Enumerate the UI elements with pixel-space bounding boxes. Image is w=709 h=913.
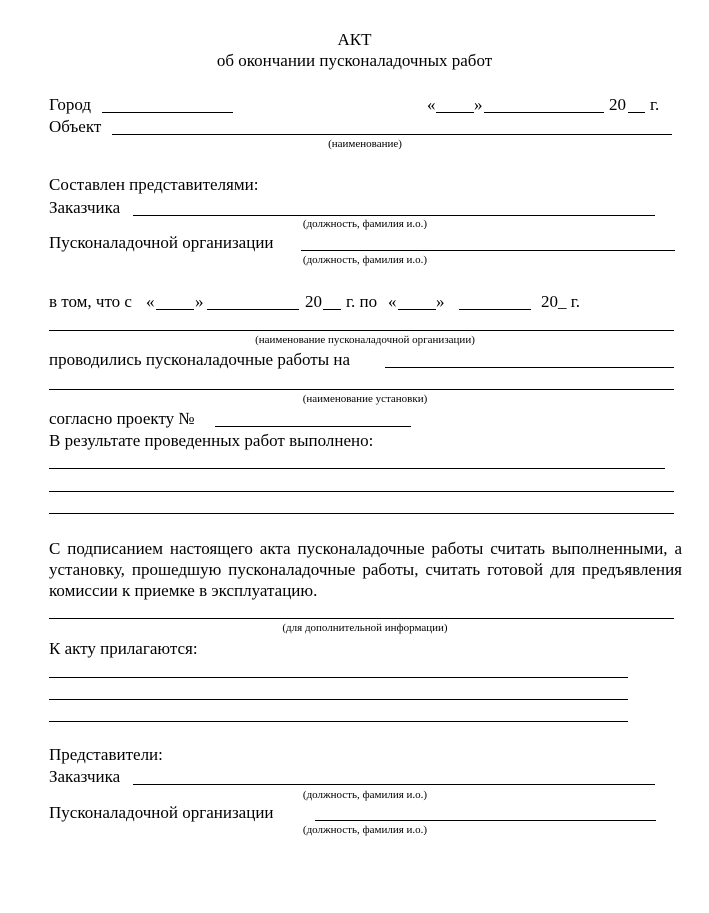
works-on-field-line[interactable] xyxy=(385,367,674,368)
period-end-day-line[interactable] xyxy=(398,309,436,310)
attachment-line-3[interactable] xyxy=(49,721,628,722)
period-start-day-line[interactable] xyxy=(156,309,194,310)
object-hint: (наименование) xyxy=(328,138,402,150)
period-start-year-line[interactable] xyxy=(323,309,341,310)
date-year-suffix: г. xyxy=(650,95,660,114)
customer-label: Заказчика xyxy=(49,198,121,217)
customer-hint: (должность, фамилия и.о.) xyxy=(302,218,428,230)
object-label: Объект xyxy=(49,117,102,136)
act-subtitle: об окончании пусконаладочных работ xyxy=(216,51,493,70)
customer-field-line[interactable] xyxy=(133,215,655,216)
date-close-quote: » xyxy=(474,95,483,114)
signing-paragraph: С подписанием настоящего акта пусконаладочные работы считать выполненными, а установку, прошедшую пусконаладочные работы, считать готовой для предъявления комиссии к приемке в эксплуатацию. xyxy=(49,539,682,600)
period-end-year: 20_ г. xyxy=(541,292,581,311)
sign-commissioning-org-field-line[interactable] xyxy=(315,820,656,821)
installation-field-line[interactable] xyxy=(49,389,674,390)
commissioning-org-field-line[interactable] xyxy=(301,250,675,251)
period-prefix: в том, что с xyxy=(49,292,132,311)
project-number-line[interactable] xyxy=(215,426,411,427)
date-month-line[interactable] xyxy=(484,112,604,113)
commissioning-org-label: Пусконаладочной организации xyxy=(49,233,274,252)
representatives-label: Представители: xyxy=(49,745,163,764)
date-open-quote: « xyxy=(427,95,436,114)
city-field-line[interactable] xyxy=(102,112,233,113)
period-start-month-line[interactable] xyxy=(207,309,299,310)
period-start-year-prefix: 20 xyxy=(305,292,322,311)
sign-customer-hint: (должность, фамилия и.о.) xyxy=(302,789,428,801)
period-to-label: г. по xyxy=(346,292,378,311)
org-name-hint: (наименование пусконаладочной организации) xyxy=(255,334,475,346)
period-start-close-quote: » xyxy=(195,292,204,311)
sign-customer-label: Заказчика xyxy=(49,767,121,786)
attachment-line-1[interactable] xyxy=(49,677,628,678)
result-line-3[interactable] xyxy=(49,513,674,514)
period-end-close-quote: » xyxy=(436,292,445,311)
installation-hint: (наименование установки) xyxy=(302,393,428,405)
act-title: АКТ xyxy=(337,30,372,49)
result-label: В результате проведенных работ выполнено: xyxy=(49,431,374,450)
additional-info-line[interactable] xyxy=(49,618,674,619)
object-field-line[interactable] xyxy=(112,134,672,135)
sign-commissioning-org-label: Пусконаладочной организации xyxy=(49,803,274,822)
date-day-line[interactable] xyxy=(436,112,474,113)
period-start-open-quote: « xyxy=(146,292,155,311)
result-line-2[interactable] xyxy=(49,491,674,492)
composed-by-label: Составлен представителями: xyxy=(49,175,259,194)
org-name-field-line[interactable] xyxy=(49,330,674,331)
attachment-line-2[interactable] xyxy=(49,699,628,700)
period-end-open-quote: « xyxy=(388,292,397,311)
attachments-label: К акту прилагаются: xyxy=(49,639,198,658)
city-label: Город xyxy=(49,95,91,114)
commissioning-org-hint: (должность, фамилия и.о.) xyxy=(302,254,428,266)
period-end-month-line[interactable] xyxy=(459,309,531,310)
sign-customer-field-line[interactable] xyxy=(133,784,655,785)
sign-commissioning-org-hint: (должность, фамилия и.о.) xyxy=(302,824,428,836)
works-on-label: проводились пусконаладочные работы на xyxy=(49,350,351,369)
result-line-1[interactable] xyxy=(49,468,665,469)
additional-info-hint: (для дополнительной информации) xyxy=(282,622,448,634)
date-year-line[interactable] xyxy=(628,112,645,113)
date-year-prefix: 20 xyxy=(609,95,626,114)
project-label: согласно проекту № xyxy=(49,409,195,428)
